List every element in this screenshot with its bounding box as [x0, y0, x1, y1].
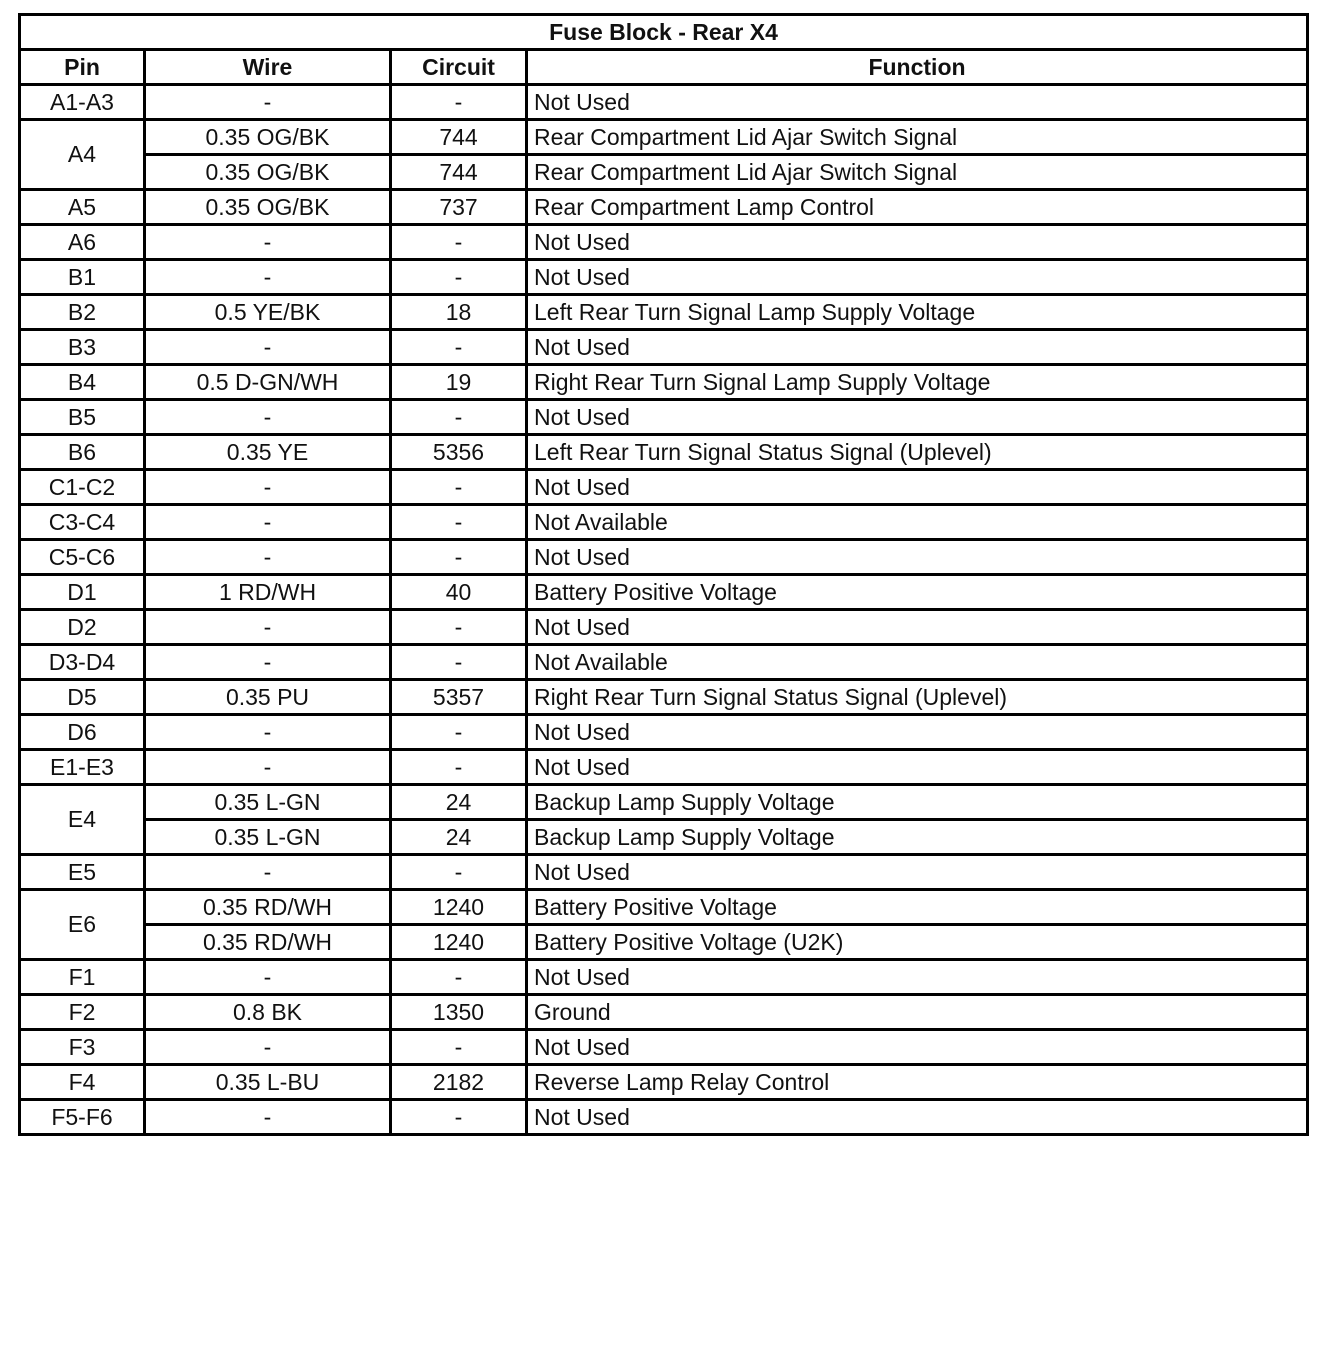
pin-cell: A4 [20, 120, 145, 190]
table-row [20, 295, 1308, 330]
function-cell: Battery Positive Voltage [527, 890, 1308, 925]
wire-cell: - [145, 470, 391, 505]
function-cell: Not Used [527, 400, 1308, 435]
table-row [20, 1100, 1308, 1135]
pin-cell: F1 [20, 960, 145, 995]
circuit-cell: 19 [391, 365, 527, 400]
header-wire: Wire [145, 50, 391, 85]
pin-cell: F3 [20, 1030, 145, 1065]
wire-cell: 0.8 BK [145, 995, 391, 1030]
function-cell: Not Used [527, 960, 1308, 995]
wire-cell: 0.35 YE [145, 435, 391, 470]
pin-cell: B6 [20, 435, 145, 470]
circuit-cell: - [391, 855, 527, 890]
circuit-cell: 24 [391, 785, 527, 820]
table-row [20, 260, 1308, 295]
table-row [20, 610, 1308, 645]
circuit-cell: 1350 [391, 995, 527, 1030]
circuit-cell: 1240 [391, 890, 527, 925]
header-row [20, 50, 1308, 85]
function-cell: Left Rear Turn Signal Lamp Supply Voltage [527, 295, 1308, 330]
table-row [20, 435, 1308, 470]
function-cell: Not Used [527, 330, 1308, 365]
circuit-cell: - [391, 610, 527, 645]
table-row [20, 750, 1308, 785]
function-cell: Reverse Lamp Relay Control [527, 1065, 1308, 1100]
circuit-cell: - [391, 715, 527, 750]
wire-cell: - [145, 260, 391, 295]
table-row [20, 925, 1308, 960]
function-cell: Not Available [527, 645, 1308, 680]
pin-cell: D2 [20, 610, 145, 645]
circuit-cell: 2182 [391, 1065, 527, 1100]
circuit-cell: - [391, 1030, 527, 1065]
wire-cell: 0.35 RD/WH [145, 925, 391, 960]
wire-cell: - [145, 330, 391, 365]
table-row [20, 645, 1308, 680]
wire-cell: 1 RD/WH [145, 575, 391, 610]
circuit-cell: - [391, 260, 527, 295]
wire-cell: 0.35 RD/WH [145, 890, 391, 925]
wire-cell: 0.5 YE/BK [145, 295, 391, 330]
circuit-cell: 24 [391, 820, 527, 855]
function-cell: Not Used [527, 225, 1308, 260]
table-row [20, 960, 1308, 995]
circuit-cell: 744 [391, 120, 527, 155]
wire-cell: - [145, 750, 391, 785]
pin-cell: E4 [20, 785, 145, 855]
pin-cell: D3-D4 [20, 645, 145, 680]
fuse-block-sheet [18, 13, 1309, 1136]
circuit-cell: 737 [391, 190, 527, 225]
table-title-row [20, 15, 1308, 50]
function-cell: Not Used [527, 1100, 1308, 1135]
function-cell: Battery Positive Voltage [527, 575, 1308, 610]
pin-cell: C5-C6 [20, 540, 145, 575]
wire-cell: - [145, 225, 391, 260]
circuit-cell: - [391, 330, 527, 365]
pin-cell: B5 [20, 400, 145, 435]
pin-cell: C1-C2 [20, 470, 145, 505]
table-title: Fuse Block - Rear X4 [20, 15, 1308, 50]
table-row [20, 890, 1308, 925]
table-row [20, 365, 1308, 400]
function-cell: Not Used [527, 715, 1308, 750]
table-row [20, 575, 1308, 610]
pin-cell: C3-C4 [20, 505, 145, 540]
function-cell: Rear Compartment Lid Ajar Switch Signal [527, 155, 1308, 190]
wire-cell: 0.5 D-GN/WH [145, 365, 391, 400]
function-cell: Not Used [527, 1030, 1308, 1065]
circuit-cell: 5357 [391, 680, 527, 715]
table-row [20, 155, 1308, 190]
pin-cell: F4 [20, 1065, 145, 1100]
wire-cell: - [145, 540, 391, 575]
pin-cell: F2 [20, 995, 145, 1030]
pin-cell: D5 [20, 680, 145, 715]
pin-cell: B1 [20, 260, 145, 295]
wire-cell: - [145, 855, 391, 890]
function-cell: Not Used [527, 610, 1308, 645]
wire-cell: - [145, 645, 391, 680]
pin-cell: B4 [20, 365, 145, 400]
circuit-cell: - [391, 540, 527, 575]
circuit-cell: - [391, 470, 527, 505]
circuit-cell: - [391, 400, 527, 435]
circuit-cell: - [391, 85, 527, 120]
function-cell: Rear Compartment Lid Ajar Switch Signal [527, 120, 1308, 155]
wire-cell: 0.35 OG/BK [145, 155, 391, 190]
circuit-cell: - [391, 645, 527, 680]
fuse-block-table [18, 13, 1309, 1136]
wire-cell: - [145, 1030, 391, 1065]
circuit-cell: - [391, 505, 527, 540]
circuit-cell: 40 [391, 575, 527, 610]
function-cell: Right Rear Turn Signal Lamp Supply Voltage [527, 365, 1308, 400]
wire-cell: 0.35 PU [145, 680, 391, 715]
table-row [20, 540, 1308, 575]
wire-cell: 0.35 L-GN [145, 820, 391, 855]
wire-cell: - [145, 610, 391, 645]
table-row [20, 995, 1308, 1030]
circuit-cell: 5356 [391, 435, 527, 470]
function-cell: Backup Lamp Supply Voltage [527, 785, 1308, 820]
table-row [20, 715, 1308, 750]
wire-cell: - [145, 505, 391, 540]
pin-cell: D6 [20, 715, 145, 750]
table-row [20, 330, 1308, 365]
function-cell: Right Rear Turn Signal Status Signal (Uplevel) [527, 680, 1308, 715]
table-row [20, 85, 1308, 120]
table-row [20, 680, 1308, 715]
wire-cell: 0.35 L-GN [145, 785, 391, 820]
function-cell: Not Used [527, 855, 1308, 890]
function-cell: Not Used [527, 85, 1308, 120]
wire-cell: - [145, 400, 391, 435]
circuit-cell: 1240 [391, 925, 527, 960]
table-row [20, 190, 1308, 225]
circuit-cell: - [391, 1100, 527, 1135]
function-cell: Ground [527, 995, 1308, 1030]
function-cell: Not Used [527, 470, 1308, 505]
table-row [20, 785, 1308, 820]
wire-cell: 0.35 OG/BK [145, 120, 391, 155]
function-cell: Rear Compartment Lamp Control [527, 190, 1308, 225]
pin-cell: B3 [20, 330, 145, 365]
function-cell: Backup Lamp Supply Voltage [527, 820, 1308, 855]
circuit-cell: 18 [391, 295, 527, 330]
table-row [20, 820, 1308, 855]
header-function: Function [527, 50, 1308, 85]
pin-cell: B2 [20, 295, 145, 330]
wire-cell: - [145, 960, 391, 995]
function-cell: Not Used [527, 750, 1308, 785]
table-row [20, 1065, 1308, 1100]
pin-cell: E1-E3 [20, 750, 145, 785]
function-cell: Not Used [527, 540, 1308, 575]
function-cell: Battery Positive Voltage (U2K) [527, 925, 1308, 960]
pin-cell: A1-A3 [20, 85, 145, 120]
table-row [20, 120, 1308, 155]
table-row [20, 400, 1308, 435]
function-cell: Not Available [527, 505, 1308, 540]
pin-cell: E5 [20, 855, 145, 890]
circuit-cell: - [391, 750, 527, 785]
pin-cell: E6 [20, 890, 145, 960]
pin-cell: A6 [20, 225, 145, 260]
circuit-cell: 744 [391, 155, 527, 190]
table-row [20, 470, 1308, 505]
table-row [20, 505, 1308, 540]
wire-cell: - [145, 1100, 391, 1135]
table-row [20, 855, 1308, 890]
wire-cell: - [145, 715, 391, 750]
header-circuit: Circuit [391, 50, 527, 85]
pin-cell: F5-F6 [20, 1100, 145, 1135]
wire-cell: 0.35 L-BU [145, 1065, 391, 1100]
header-pin: Pin [20, 50, 145, 85]
wire-cell: 0.35 OG/BK [145, 190, 391, 225]
function-cell: Left Rear Turn Signal Status Signal (Uplevel) [527, 435, 1308, 470]
pin-cell: A5 [20, 190, 145, 225]
circuit-cell: - [391, 225, 527, 260]
wire-cell: - [145, 85, 391, 120]
function-cell: Not Used [527, 260, 1308, 295]
table-row [20, 225, 1308, 260]
table-row [20, 1030, 1308, 1065]
pin-cell: D1 [20, 575, 145, 610]
circuit-cell: - [391, 960, 527, 995]
